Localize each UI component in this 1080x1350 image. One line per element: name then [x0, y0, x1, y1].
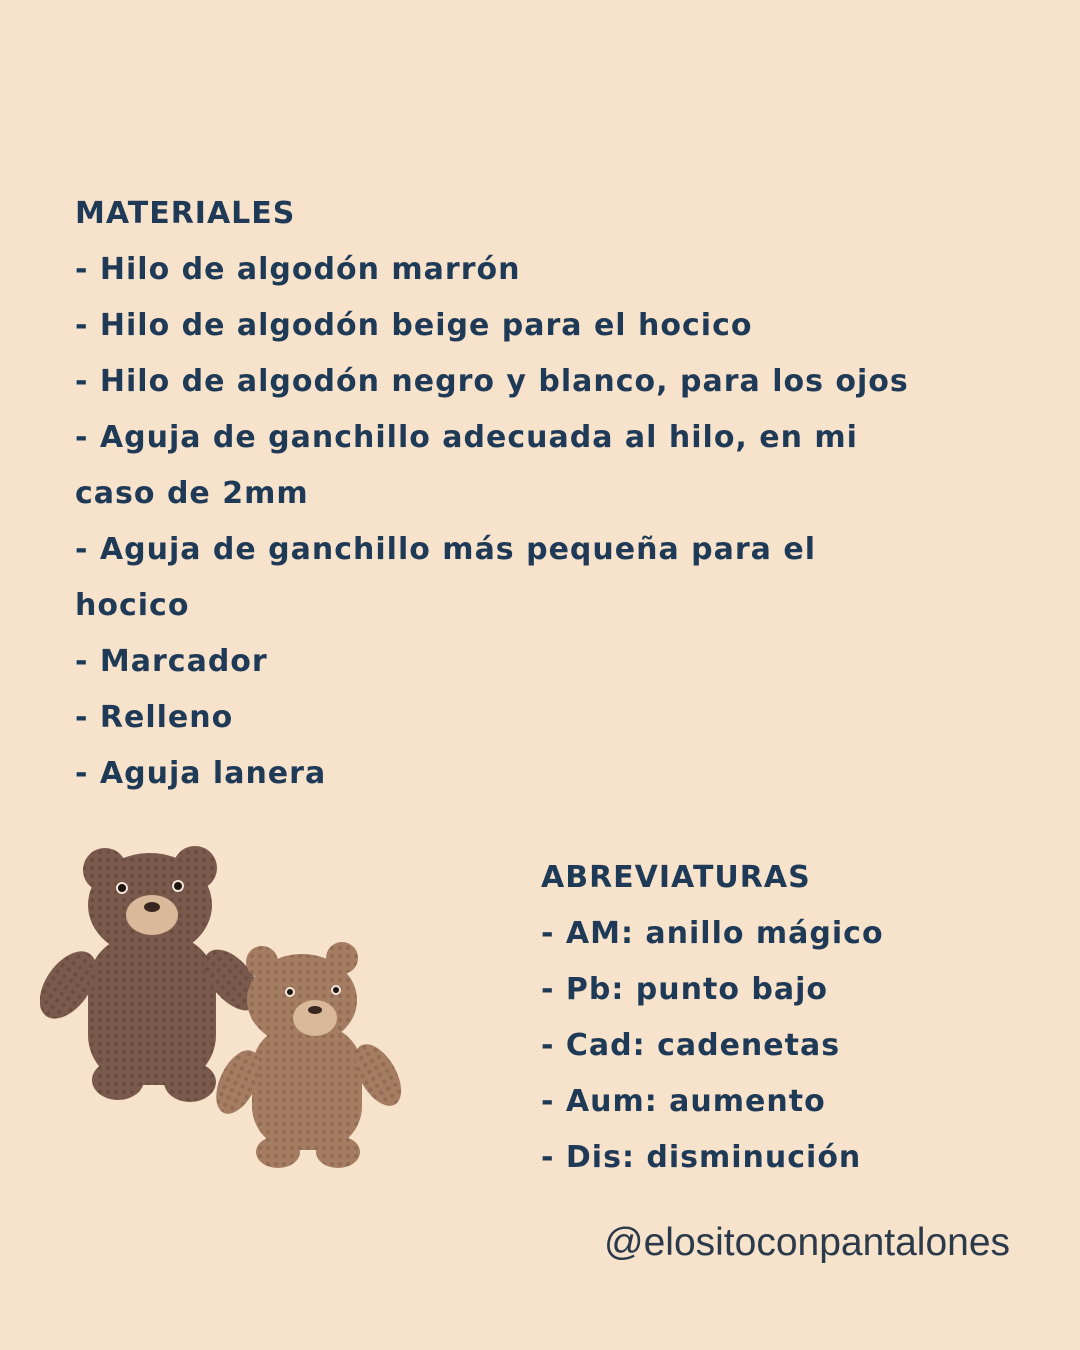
- materials-heading: MATERIALES: [75, 196, 296, 231]
- list-item: - Aum: aumento: [541, 1084, 826, 1119]
- list-item: - Aguja de ganchillo adecuada al hilo, en mi caso de 2mm: [75, 420, 858, 511]
- list-item: - Aguja de ganchillo más pequeña para el hocico: [75, 532, 816, 623]
- list-item: - Marcador: [75, 644, 268, 679]
- list-item: - Dis: disminución: [541, 1140, 862, 1175]
- abbreviations-section: [541, 850, 1041, 1186]
- list-item: - Hilo de algodón beige para el hocico: [75, 308, 753, 343]
- list-item: - Pb: punto bajo: [541, 972, 828, 1007]
- two-crochet-bears-icon: [40, 840, 410, 1180]
- materials-section: [75, 186, 955, 802]
- list-item: - Aguja lanera: [75, 756, 327, 791]
- list-item: - AM: anillo mágico: [541, 916, 884, 951]
- list-item: - Cad: cadenetas: [541, 1028, 841, 1063]
- materials-list: [75, 242, 955, 802]
- abbreviations-heading: ABREVIATURAS: [541, 860, 811, 895]
- list-item: - Hilo de algodón marrón: [75, 252, 521, 287]
- social-handle: @elositoconpantalones: [604, 1221, 1011, 1264]
- list-item: - Relleno: [75, 700, 234, 735]
- abbreviations-list: [541, 906, 1041, 1186]
- list-item: - Hilo de algodón negro y blanco, para los ojos: [75, 364, 909, 399]
